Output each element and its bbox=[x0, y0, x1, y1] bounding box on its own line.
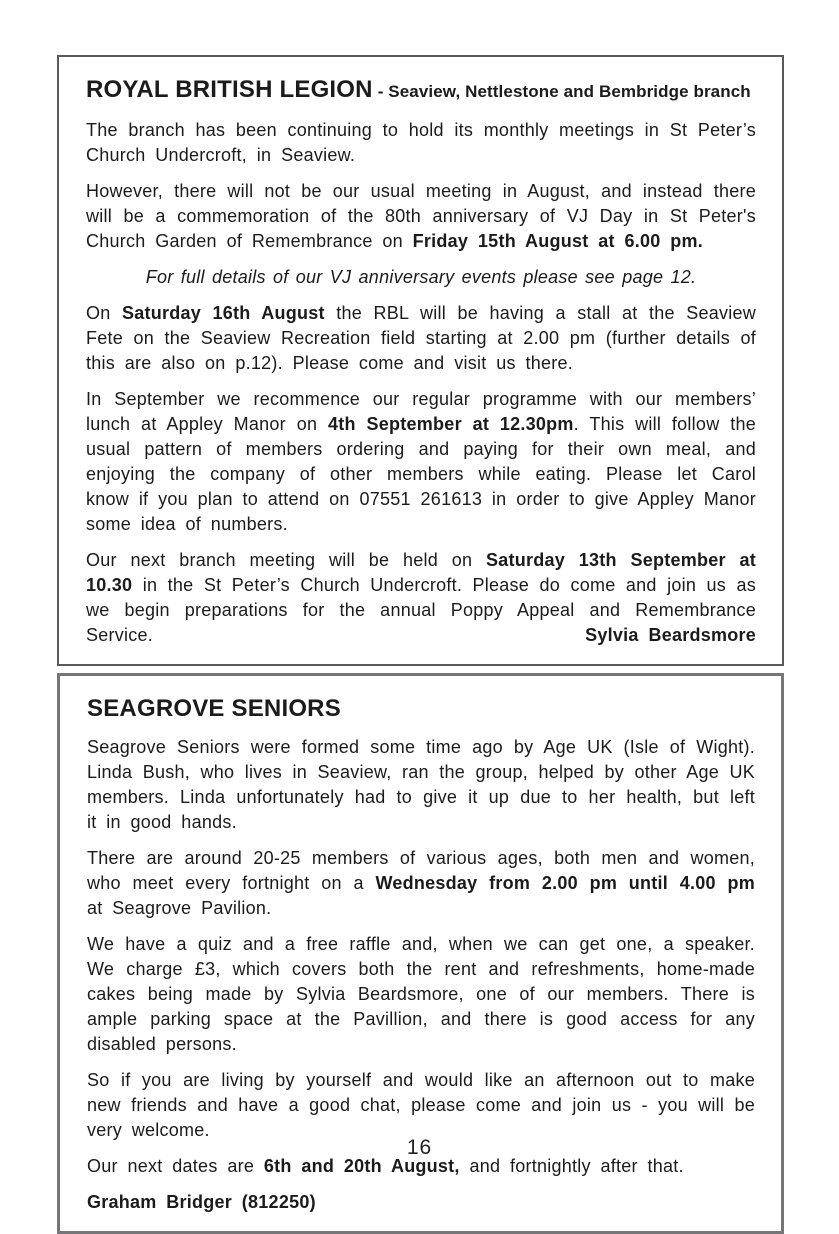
newsletter-page-content bbox=[57, 55, 784, 1234]
paragraph bbox=[87, 846, 755, 921]
body-text: The branch has been continuing to hold its monthly meetings in St Peter’s Church Undercroft, in Seaview. bbox=[86, 120, 756, 165]
emphasis-text: Saturday 13th September at 10.30 bbox=[86, 550, 757, 595]
article-title-text: SEAGROVE SENIORS bbox=[87, 695, 341, 722]
body-text: Our next branch meeting will be held on bbox=[86, 550, 486, 570]
body-text: Our next dates are bbox=[87, 1156, 264, 1176]
emphasis-text: 4th September at 12.30pm bbox=[328, 414, 574, 434]
body-text: . This will follow the usual pattern of members ordering and paying for their own meal, and enjoying the company of other members while eating. Please let Carol know if you plan to attend on 07551 261613 in order to give Appley Manor some idea of numbers. bbox=[86, 414, 756, 534]
body-text: On bbox=[86, 303, 122, 323]
body-text: So if you are living by yourself and would like an afternoon out to make new friends and have a good chat, please come and join us - you will be very welcome. bbox=[87, 1070, 755, 1140]
paragraph bbox=[87, 932, 755, 1057]
emphasis-text: Saturday 16th August bbox=[121, 303, 325, 323]
article-subtitle: - Seaview, Nettlestone and Bembridge branch bbox=[377, 82, 751, 101]
paragraph bbox=[87, 1190, 755, 1215]
emphasis-text: Wednesday from 2.00 pm until 4.00 pm bbox=[375, 873, 755, 893]
body-text: at Seagrove Pavilion. bbox=[87, 898, 272, 918]
paragraph bbox=[86, 118, 756, 168]
paragraph bbox=[86, 387, 756, 537]
body-text: There are around 20-25 members of various ages, both men and women, who meet every fortnight on a bbox=[87, 848, 755, 893]
emphasis-text: Friday 15th August at 6.00 pm. bbox=[412, 231, 704, 251]
page-number: 16 bbox=[406, 1136, 433, 1159]
body-text: We have a quiz and a free raffle and, when we can get one, a speaker. We charge £3, which covers both the rent and refreshments, home-made cakes being made by Sylvia Beardsmore, one of our members. There is ample parking space at the Pavillion, and there is good access for any disabled persons. bbox=[87, 934, 755, 1054]
paragraph bbox=[86, 265, 756, 290]
paragraph bbox=[87, 1068, 755, 1143]
paragraph bbox=[86, 179, 756, 254]
article-royal-british-legion bbox=[57, 55, 784, 666]
article-title bbox=[87, 694, 755, 724]
body-text: However, there will not be our usual meeting in August, and instead there will be a commemoration of the 80th anniversary of VJ Day in St Peter's Church Garden of Remembrance on bbox=[86, 181, 756, 251]
body-text: In September we recommence our regular programme with our members’ lunch at Appley Manor on bbox=[86, 389, 756, 434]
body-text: and fortnightly after that. bbox=[459, 1156, 684, 1176]
article-body bbox=[86, 118, 756, 648]
signature: Sylvia Beardsmore bbox=[585, 625, 756, 645]
paragraph bbox=[86, 548, 756, 648]
emphasis-text: Graham Bridger (812250) bbox=[87, 1192, 316, 1212]
article-title-text: ROYAL BRITISH LEGION bbox=[86, 76, 373, 103]
paragraph bbox=[86, 301, 756, 376]
article-title bbox=[86, 75, 756, 107]
body-text: in the St Peter’s Church Undercroft. Please do come and join us as we begin preparations for the annual Poppy Appeal and Remembrance Service. bbox=[86, 575, 756, 645]
body-text: Seagrove Seniors were formed some time ago by Age UK (Isle of Wight). Linda Bush, who lives in Seaview, ran the group, helped by other Age UK members. Linda unfortunately had to give it up due to her health, but left it in good hands. bbox=[87, 737, 755, 832]
emphasis-text: 6th and 20th August, bbox=[263, 1156, 460, 1176]
body-text: the RBL will be having a stall at the Seaview Fete on the Seaview Recreation field starting at 2.00 pm (further details of this are also on p.12). Please come and visit us there. bbox=[86, 303, 756, 373]
body-text: For full details of our VJ anniversary events please see page 12. bbox=[145, 267, 697, 287]
paragraph bbox=[87, 735, 755, 835]
